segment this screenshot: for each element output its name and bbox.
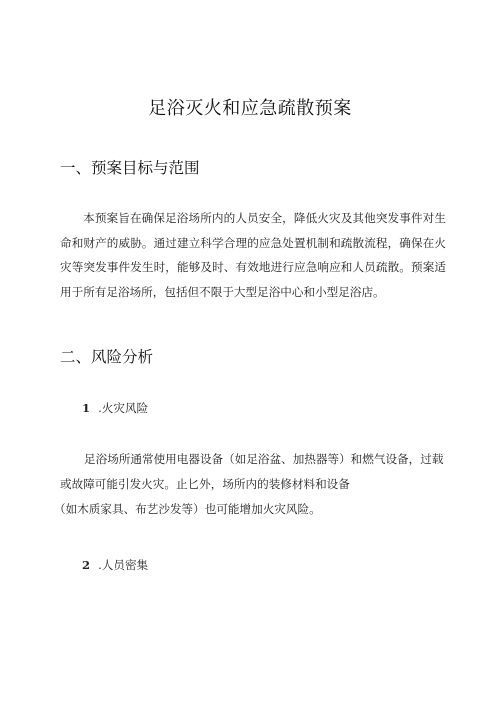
section-1-heading: 一、预案目标与范围 (60, 159, 200, 177)
fire-risk-line-2: 或故障可能引发火灾。止匕外，场所内的装修材料和设备 (60, 477, 350, 491)
subsection-number: 1 (82, 401, 91, 415)
section-1-paragraph (60, 206, 446, 304)
document-title: 足浴灭火和应急疏散预案 (148, 98, 352, 119)
fire-risk-line-1: 足浴场所通常使用电器设备（如足浴盆、加热器等）和燃气设备，过载 (84, 452, 444, 466)
subsection-label: .人员密集 (98, 558, 149, 572)
subsection-label: .火灾风险 (98, 401, 149, 415)
fire-risk-line-3: （如木质家具、布艺沙发等）也可能增加火灾风险。 (54, 502, 321, 516)
subsection-fire-risk (82, 400, 148, 416)
subsection-crowding (82, 557, 148, 573)
subsection-number: 2 (82, 558, 91, 572)
section-2-heading: 二、风险分析 (60, 348, 154, 366)
section-1-paragraph-text: 本预案旨在确保足浴场所内的人员安全，降低火灾及其他突发事件对生命和财产的威胁。通过建立科学合理的应急处置机制和疏散流程，确保在火灾等突发事件发生时，能够及时、有效地进行应急响应和人员疏散。预案适用于所有足浴场所，包括但不限于大型足浴中心和小型足浴店。 (60, 211, 446, 299)
